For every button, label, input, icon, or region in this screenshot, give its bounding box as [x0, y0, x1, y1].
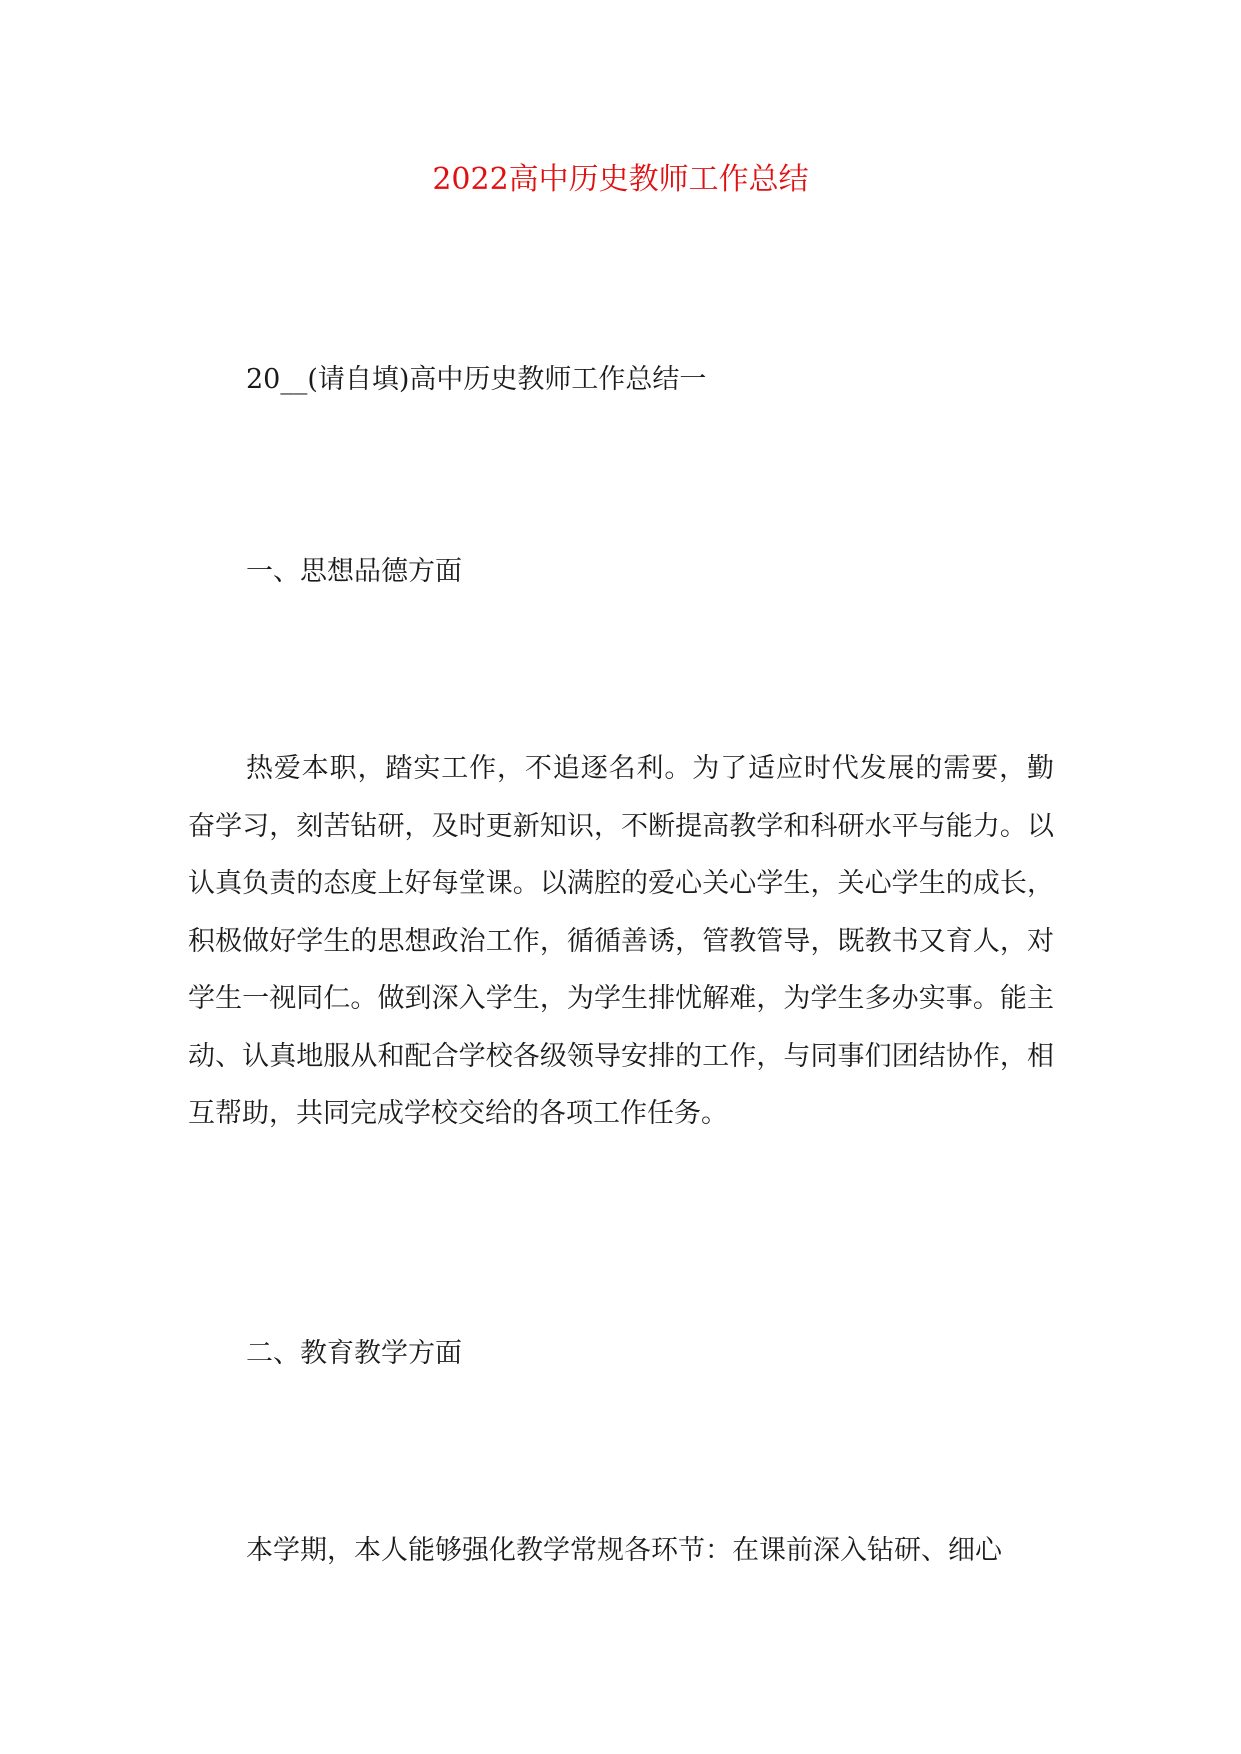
section-paragraph-2: 本学期，本人能够强化教学常规各环节：在课前深入钻研、细心 [246, 1535, 1002, 1566]
section-heading-2: 二、教育教学方面 [246, 1338, 462, 1369]
section-paragraph-1: 热爱本职，踏实工作，不追逐名利。为了适应时代发展的需要，勤奋学习，刻苦钻研，及时更新知识，不断提高教学和科研水平与能力。以认真负责的态度上好每堂课。以满腔的爱心关心学生，关心学生的成长，积极做好学生的思想政治工作，循循善诱，管教管导，既教书又育人，对学生一视同仁。做到深入学生，为学生排忧解难，为学生多办实事。能主动、认真地服从和配合学校各级领导安排的工作，与同事们团结协作，相互帮助，共同完成学校交给的各项工作任务。 [188, 753, 1054, 1129]
section-heading-1: 一、思想品德方面 [246, 556, 462, 587]
document-title: 2022高中历史教师工作总结 [432, 162, 809, 197]
document-subtitle: 20__(请自填)高中历史教师工作总结一 [246, 364, 707, 395]
